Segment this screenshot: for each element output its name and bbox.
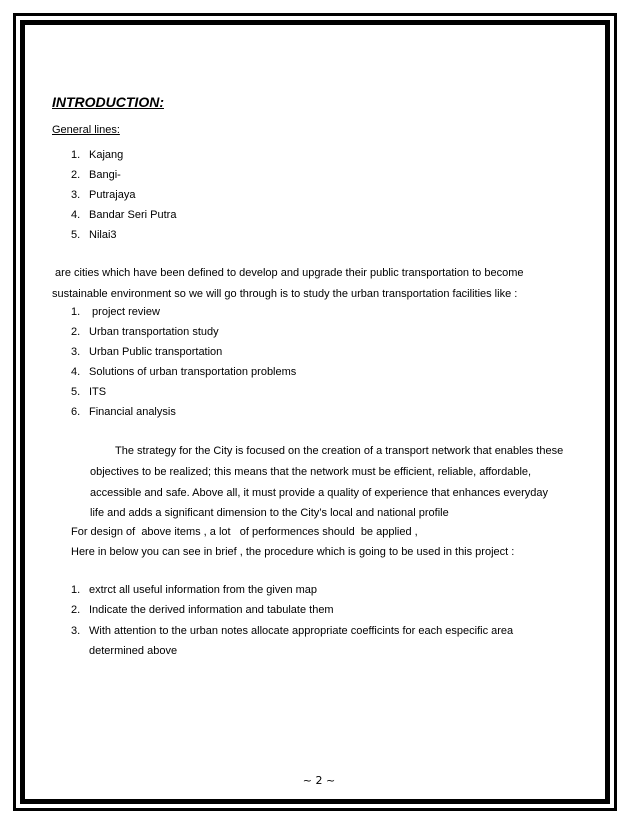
paragraph-line: The strategy for the City is focused on the creation of a transport network that enables these	[115, 445, 564, 457]
paragraph-line: accessible and safe. Above all, it must provide a quality of experience that enhances everyday	[90, 487, 548, 499]
list-item-continuation: determined above	[89, 645, 178, 657]
paragraph-line: sustainable environment so we will go through is to study the urban transportation facilities like :	[52, 288, 518, 300]
paragraph-line: For design of above items , a lot of performences should be applied ,	[71, 526, 418, 538]
page-title: INTRODUCTION:	[52, 94, 164, 110]
section-subtitle: General lines:	[52, 124, 120, 136]
list-item: 3. With attention to the urban notes allocate appropriate coefficints for each especific area	[71, 625, 514, 637]
list-item: 1. extrct all useful information from the given map	[71, 584, 318, 596]
list-item: 2. Urban transportation study	[71, 326, 219, 338]
list-item: 3. Putrajaya	[71, 189, 136, 201]
list-item: 1. Kajang	[71, 149, 124, 161]
list-item: 2. Bangi-	[71, 169, 121, 181]
paragraph-line: life and adds a significant dimension to the City’s local and national profile	[90, 507, 449, 519]
paragraph-line: are cities which have been defined to develop and upgrade their public transportation to become	[52, 267, 524, 279]
list-item: 5. Nilai3	[71, 229, 117, 241]
list-item: 1. project review	[71, 306, 160, 318]
list-item: 4. Bandar Seri Putra	[71, 209, 177, 221]
list-item: 4. Solutions of urban transportation problems	[71, 366, 297, 378]
paragraph-line: Here in below you can see in brief , the procedure which is going to be used in this project :	[71, 546, 515, 558]
list-item: 2. Indicate the derived information and tabulate them	[71, 604, 334, 616]
list-item: 5. ITS	[71, 386, 107, 398]
paragraph-line: objectives to be realized; this means that the network must be efficient, reliable, affordable,	[90, 466, 532, 478]
list-item: 3. Urban Public transportation	[71, 346, 223, 358]
list-item: 6. Financial analysis	[71, 406, 176, 418]
page-number: ~ 2 ~	[302, 774, 336, 787]
